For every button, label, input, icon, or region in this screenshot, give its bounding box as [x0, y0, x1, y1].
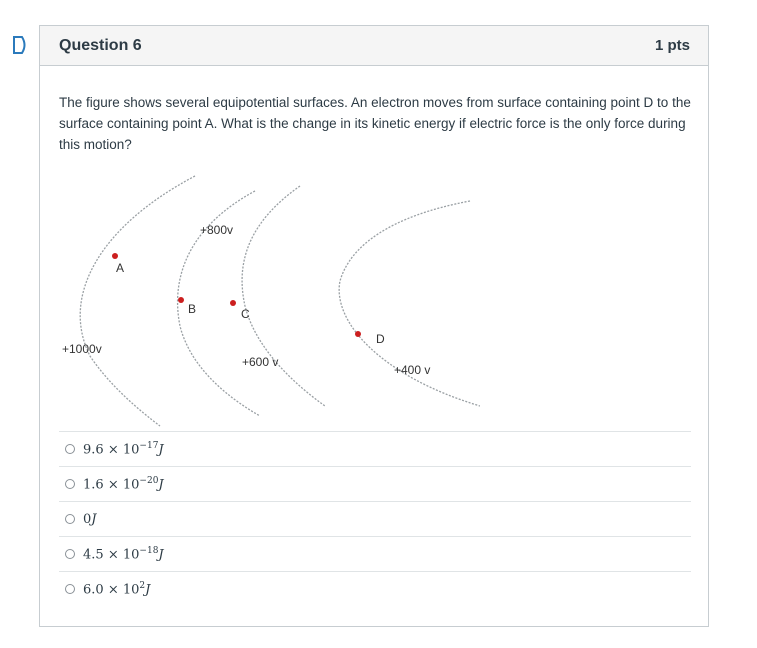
radio-button[interactable]	[65, 584, 75, 594]
answer-option-3[interactable]	[59, 501, 691, 536]
label-C: C	[241, 307, 250, 321]
answer-option-5[interactable]	[59, 571, 691, 606]
label-800v: +800v	[200, 223, 234, 237]
radio-button[interactable]	[65, 444, 75, 454]
answer-option-4[interactable]	[59, 536, 691, 571]
answer-list	[59, 431, 691, 606]
radio-button[interactable]	[65, 514, 75, 524]
label-B: B	[188, 302, 197, 316]
label-D: D	[376, 332, 385, 346]
label-400v: +400 v	[394, 363, 431, 377]
equipotential-curve-600	[242, 186, 325, 406]
equipotential-figure	[60, 166, 480, 436]
question-text: The figure shows several equipotential surfaces. An electron moves from surface containing point D to the surface containing point A. What is the change in its kinetic energy if electric force is the only force during this motion?	[59, 95, 691, 152]
radio-button[interactable]	[65, 479, 75, 489]
answer-option-1[interactable]	[59, 431, 691, 466]
answer-label: $1.6 \times 10^{-20}J$	[83, 475, 164, 493]
answer-label: $6.0 \times 10^2J$	[83, 580, 151, 598]
label-A: A	[116, 261, 125, 275]
question-header	[40, 26, 708, 66]
point-A	[112, 253, 118, 259]
radio-button[interactable]	[65, 549, 75, 559]
label-1000v: +1000v	[62, 342, 102, 356]
answer-option-2[interactable]	[59, 466, 691, 501]
point-D	[355, 331, 361, 337]
question-card	[39, 25, 709, 627]
flag-icon[interactable]	[12, 36, 28, 54]
question-points: 1 pts	[654, 37, 690, 54]
point-B	[178, 297, 184, 303]
answer-label: $9.6 \times 10^{-17}J$	[83, 440, 164, 458]
answer-label: 0J	[83, 511, 97, 527]
point-C	[230, 300, 236, 306]
label-600v: +600 v	[242, 355, 279, 369]
question-title: Question 6	[59, 36, 142, 54]
answer-label: $4.5 \times 10^{-18}J$	[83, 545, 164, 563]
